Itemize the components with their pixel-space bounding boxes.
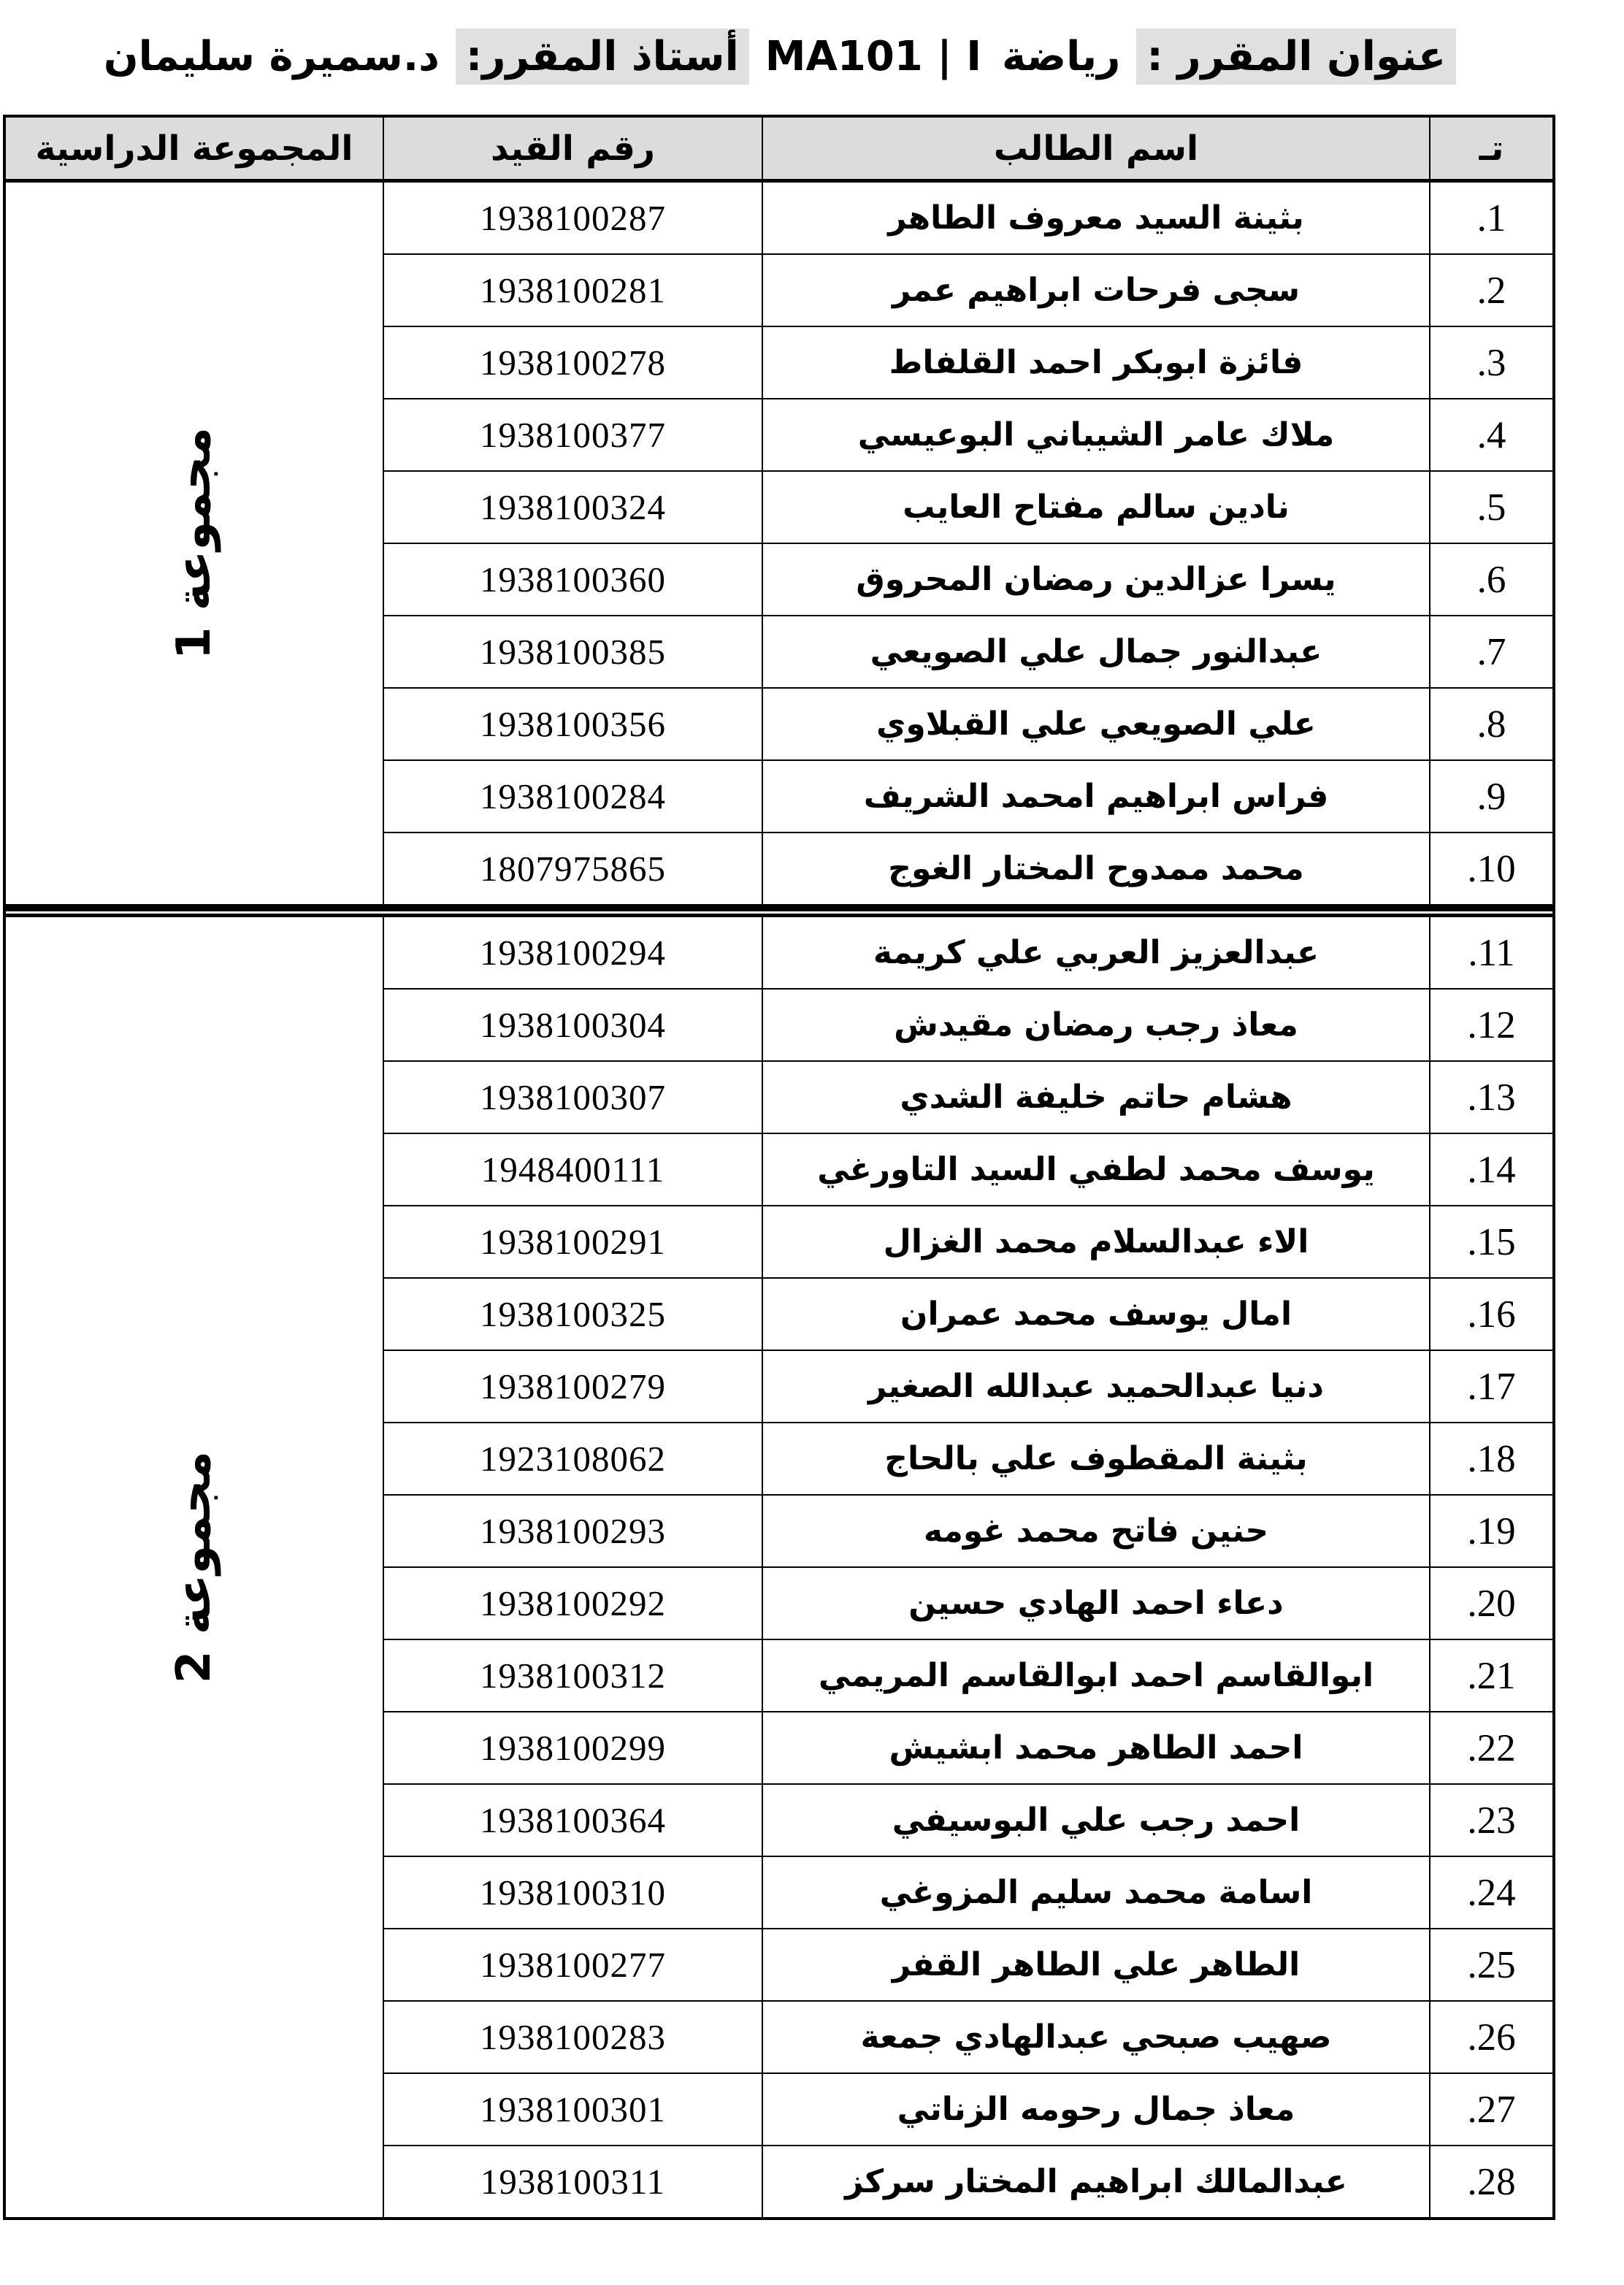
student-name-cell: علي الصويعي علي القبلاوي bbox=[762, 688, 1430, 760]
serial-cell: 2. bbox=[1430, 254, 1554, 326]
serial-cell: 21. bbox=[1430, 1639, 1554, 1712]
reg-number-cell: 1938100293 bbox=[383, 1495, 762, 1567]
student-name-cell: امال يوسف محمد عمران bbox=[762, 1278, 1430, 1350]
reg-number-cell: 1938100310 bbox=[383, 1856, 762, 1929]
reg-number-cell: 1938100324 bbox=[383, 471, 762, 543]
student-row bbox=[4, 916, 1554, 989]
serial-cell: 12. bbox=[1430, 989, 1554, 1061]
reg-number-cell: 1938100311 bbox=[383, 2146, 762, 2219]
student-name-cell: احمد الطاهر محمد ابشيش bbox=[762, 1712, 1430, 1784]
serial-cell: 8. bbox=[1430, 688, 1554, 760]
student-name-cell: فراس ابراهيم امحمد الشريف bbox=[762, 760, 1430, 833]
student-name-cell: فائزة ابوبكر احمد القلفاط bbox=[762, 326, 1430, 399]
serial-cell: 14. bbox=[1430, 1133, 1554, 1206]
student-name-cell: عبدالنور جمال علي الصويعي bbox=[762, 616, 1430, 688]
serial-cell: 22. bbox=[1430, 1712, 1554, 1784]
serial-cell: 4. bbox=[1430, 399, 1554, 471]
student-name-cell: دنيا عبدالحميد عبدالله الصغير bbox=[762, 1350, 1430, 1423]
study-group-label: مجموعة 1 bbox=[167, 426, 221, 660]
student-name-cell: الاء عبدالسلام محمد الغزال bbox=[762, 1206, 1430, 1278]
student-name-cell: هشام حاتم خليفة الشدي bbox=[762, 1061, 1430, 1133]
study-group-cell bbox=[4, 916, 383, 2219]
reg-number-cell: 1923108062 bbox=[383, 1423, 762, 1495]
student-name-cell: عبدالمالك ابراهيم المختار سركز bbox=[762, 2146, 1430, 2219]
serial-cell: 20. bbox=[1430, 1567, 1554, 1639]
serial-cell: 10. bbox=[1430, 833, 1554, 905]
student-name-cell: الطاهر علي الطاهر القفر bbox=[762, 1929, 1430, 2001]
col-header-student-name: اسم الطالب bbox=[762, 116, 1430, 181]
instructor-name: د.سميرة سليمان bbox=[103, 32, 440, 80]
reg-number-cell: 1938100360 bbox=[383, 543, 762, 616]
group-divider-bar bbox=[4, 905, 1554, 916]
reg-number-cell: 1938100304 bbox=[383, 989, 762, 1061]
course-title-label: عنوان المقرر : bbox=[1136, 28, 1456, 85]
serial-cell: 1. bbox=[1430, 181, 1554, 255]
reg-number-cell: 1938100294 bbox=[383, 916, 762, 989]
serial-cell: 15. bbox=[1430, 1206, 1554, 1278]
student-name-cell: ابوالقاسم احمد ابوالقاسم المريمي bbox=[762, 1639, 1430, 1712]
student-name-cell: حنين فاتح محمد غومه bbox=[762, 1495, 1430, 1567]
table-header-row bbox=[4, 116, 1554, 181]
reg-number-cell: 1938100287 bbox=[383, 181, 762, 255]
serial-cell: 25. bbox=[1430, 1929, 1554, 2001]
reg-number-cell: 1938100325 bbox=[383, 1278, 762, 1350]
students-table bbox=[3, 115, 1555, 2220]
serial-cell: 9. bbox=[1430, 760, 1554, 833]
reg-number-cell: 1938100283 bbox=[383, 2001, 762, 2073]
reg-number-cell: 1938100281 bbox=[383, 254, 762, 326]
serial-cell: 26. bbox=[1430, 2001, 1554, 2073]
reg-number-cell: 1938100292 bbox=[383, 1567, 762, 1639]
student-name-cell: معاذ جمال رحومه الزناتي bbox=[762, 2073, 1430, 2146]
reg-number-cell: 1938100301 bbox=[383, 2073, 762, 2146]
serial-cell: 11. bbox=[1430, 916, 1554, 989]
reg-number-cell: 1938100278 bbox=[383, 326, 762, 399]
reg-number-cell: 1938100364 bbox=[383, 1784, 762, 1856]
student-name-cell: عبدالعزيز العربي علي كريمة bbox=[762, 916, 1430, 989]
reg-number-cell: 1938100356 bbox=[383, 688, 762, 760]
group-divider bbox=[4, 905, 1554, 916]
instructor-label: أستاذ المقرر: bbox=[456, 28, 749, 85]
reg-number-cell: 1938100299 bbox=[383, 1712, 762, 1784]
col-header-reg-number: رقم القيد bbox=[383, 116, 762, 181]
reg-number-cell: 1938100279 bbox=[383, 1350, 762, 1423]
study-group-label: مجموعة 2 bbox=[167, 1450, 221, 1684]
student-name-cell: صهيب صبحي عبدالهادي جمعة bbox=[762, 2001, 1430, 2073]
serial-cell: 27. bbox=[1430, 2073, 1554, 2146]
serial-cell: 19. bbox=[1430, 1495, 1554, 1567]
col-header-study-group: المجموعة الدراسية bbox=[4, 116, 383, 181]
serial-cell: 3. bbox=[1430, 326, 1554, 399]
serial-cell: 6. bbox=[1430, 543, 1554, 616]
student-name-cell: ملاك عامر الشيباني البوعيسي bbox=[762, 399, 1430, 471]
reg-number-cell: 1938100385 bbox=[383, 616, 762, 688]
student-name-cell: يوسف محمد لطفي السيد التاورغي bbox=[762, 1133, 1430, 1206]
serial-cell: 7. bbox=[1430, 616, 1554, 688]
reg-number-cell: 1938100307 bbox=[383, 1061, 762, 1133]
student-name-cell: يسرا عزالدين رمضان المحروق bbox=[762, 543, 1430, 616]
course-header bbox=[3, 9, 1552, 104]
reg-number-cell: 1938100284 bbox=[383, 760, 762, 833]
student-row bbox=[4, 181, 1554, 255]
serial-cell: 16. bbox=[1430, 1278, 1554, 1350]
reg-number-cell: 1938100291 bbox=[383, 1206, 762, 1278]
course-code: MA101 | I bbox=[765, 32, 982, 80]
student-name-cell: نادين سالم مفتاح العايب bbox=[762, 471, 1430, 543]
reg-number-cell: 1807975865 bbox=[383, 833, 762, 905]
reg-number-cell: 1938100277 bbox=[383, 1929, 762, 2001]
col-header-serial: تـ bbox=[1430, 116, 1554, 181]
reg-number-cell: 1948400111 bbox=[383, 1133, 762, 1206]
serial-cell: 18. bbox=[1430, 1423, 1554, 1495]
reg-number-cell: 1938100312 bbox=[383, 1639, 762, 1712]
serial-cell: 17. bbox=[1430, 1350, 1554, 1423]
reg-number-cell: 1938100377 bbox=[383, 399, 762, 471]
student-name-cell: احمد رجب علي البوسيفي bbox=[762, 1784, 1430, 1856]
student-name-cell: معاذ رجب رمضان مقيدش bbox=[762, 989, 1430, 1061]
student-name-cell: سجى فرحات ابراهيم عمر bbox=[762, 254, 1430, 326]
course-title: رياضة bbox=[1002, 32, 1121, 80]
serial-cell: 13. bbox=[1430, 1061, 1554, 1133]
student-name-cell: محمد ممدوح المختار الغوج bbox=[762, 833, 1430, 905]
serial-cell: 24. bbox=[1430, 1856, 1554, 1929]
serial-cell: 28. bbox=[1430, 2146, 1554, 2219]
student-name-cell: اسامة محمد سليم المزوغي bbox=[762, 1856, 1430, 1929]
study-group-cell bbox=[4, 181, 383, 906]
student-name-cell: بثينة السيد معروف الطاهر bbox=[762, 181, 1430, 255]
serial-cell: 23. bbox=[1430, 1784, 1554, 1856]
serial-cell: 5. bbox=[1430, 471, 1554, 543]
student-name-cell: دعاء احمد الهادي حسين bbox=[762, 1567, 1430, 1639]
student-name-cell: بثينة المقطوف علي بالحاج bbox=[762, 1423, 1430, 1495]
